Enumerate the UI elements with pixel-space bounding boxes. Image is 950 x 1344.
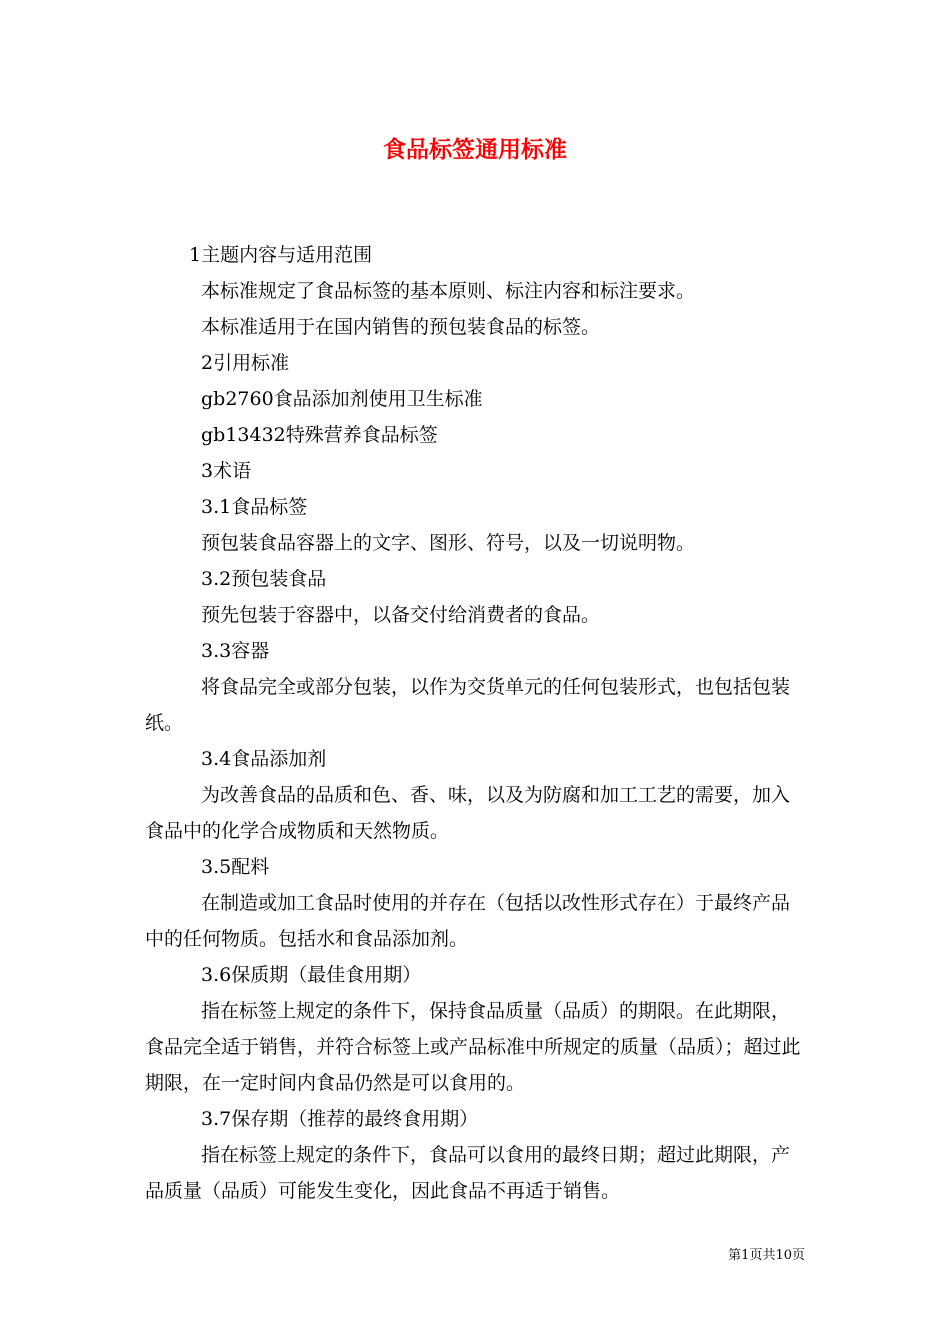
term-definition: 将食品完全或部分包装，以作为交货单元的任何包装形式，也包括包装纸。 (145, 676, 791, 734)
term-heading: 3.3容器 (201, 640, 270, 662)
section-heading-3: 3术语 (201, 460, 252, 482)
term-definition: 在制造或加工食品时使用的并存在（包括以改性形式存在）于最终产品中的任何物质。包括水和食品添加剂。 (145, 892, 791, 950)
term-definition: 指在标签上规定的条件下，食品可以食用的最终日期；超过此期限，产品质量（品质）可能发生变化，因此食品不再适于销售。 (145, 1144, 791, 1202)
paragraph: 本标准规定了食品标签的基本原则、标注内容和标注要求。 (201, 280, 696, 302)
page-footer: 第1页共10页 (728, 1248, 805, 1263)
term-definition: 预先包装于容器中，以备交付给消费者的食品。 (201, 604, 601, 626)
reference-item: gb2760食品添加剂使用卫生标准 (201, 388, 483, 410)
term-definition: 预包装食品容器上的文字、图形、符号，以及一切说明物。 (201, 532, 696, 554)
term-heading: 3.1食品标签 (201, 496, 308, 518)
term-heading: 3.6保质期（最佳食用期） (201, 964, 422, 986)
reference-item: gb13432特殊营养食品标签 (201, 424, 438, 446)
term-heading: 3.4食品添加剂 (201, 748, 327, 770)
term-heading: 3.7保存期（推荐的最终食用期） (201, 1108, 479, 1130)
term-definition: 指在标签上规定的条件下，保持食品质量（品质）的期限。在此期限，食品完全适于销售，并符合标签上或产品标准中所规定的质量（品质）；超过此期限，在一定时间内食品仍然是可以食用的。 (145, 1000, 801, 1094)
term-definition: 为改善食品的品质和色、香、味，以及为防腐和加工工艺的需要，加入食品中的化学合成物质和天然物质。 (145, 784, 791, 842)
section-heading-2: 2引用标准 (201, 352, 290, 374)
term-heading: 3.5配料 (201, 856, 270, 878)
document-title: 食品标签通用标准 (383, 136, 567, 163)
paragraph: 本标准适用于在国内销售的预包装食品的标签。 (201, 316, 601, 338)
document-body (145, 237, 805, 1209)
term-heading: 3.2预包装食品 (201, 568, 327, 590)
section-heading-1: 1主题内容与适用范围 (189, 244, 373, 266)
